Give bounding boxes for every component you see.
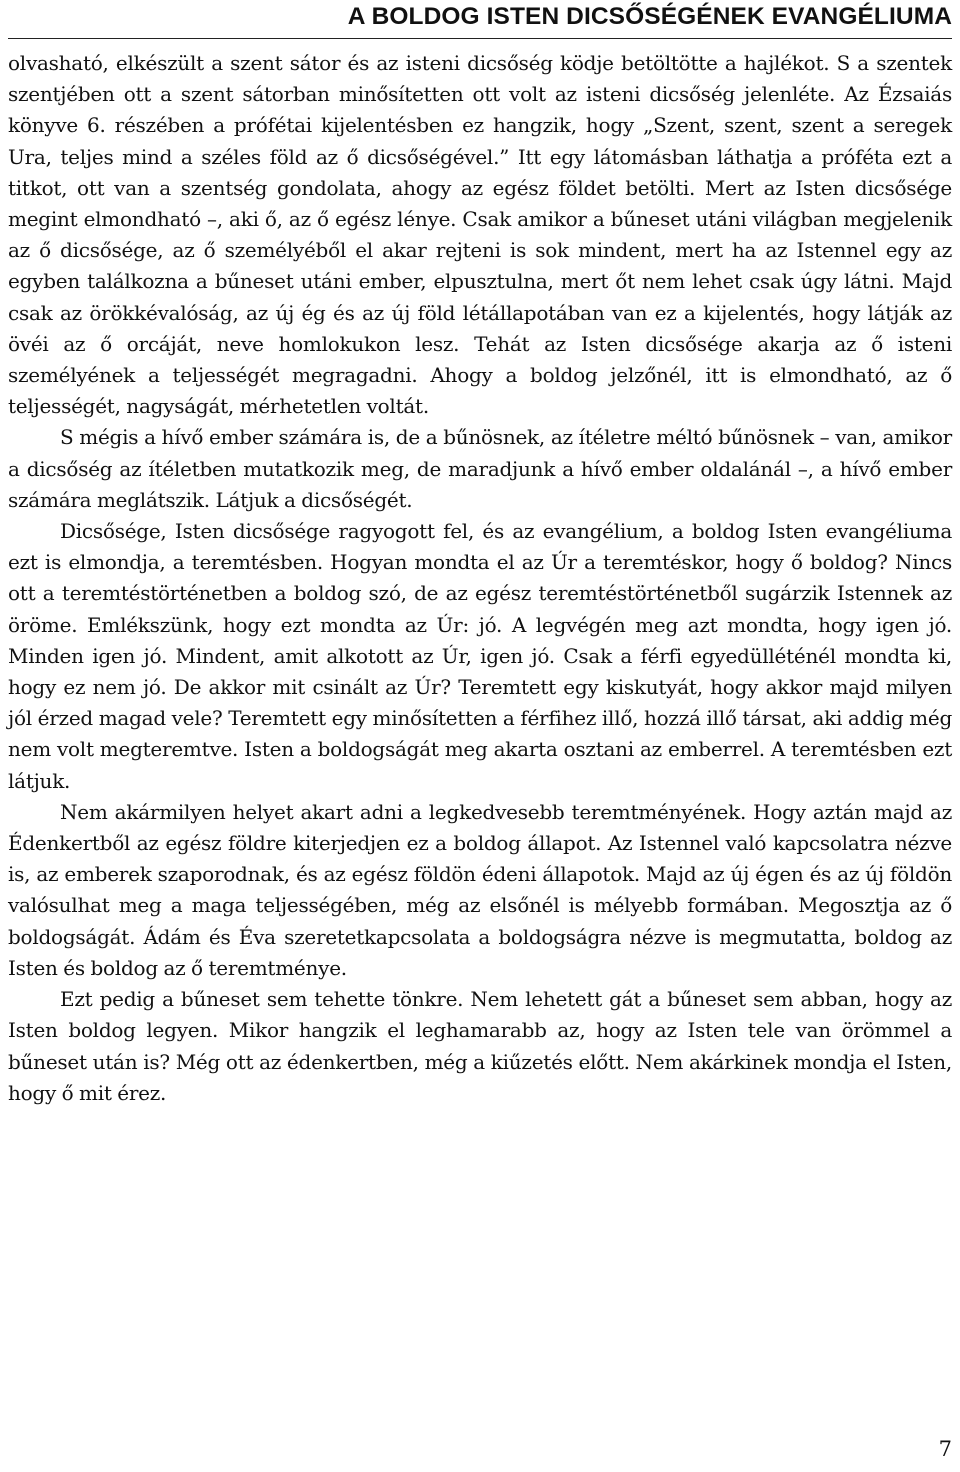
header-divider [8, 38, 952, 39]
running-header: A BOLDOG ISTEN DICSŐSÉGÉNEK EVANGÉLIUMA [347, 3, 952, 30]
paragraph-continuation: olvasható, elkészült a szent sátor és az isteni dicsőség ködje betöltötte a hajlékot. S a szentek szentjében ott a szent sátorban minősítetten ott volt az isteni dicsőség jelenléte. Az Ézsaiás könyve 6. részében a prófétai kijelentésben ez hangzik, hogy „Szent, szent, szent a seregek Ura, teljes mind a széles föld az ő dicsőségével.” Itt egy látomásban láthatja a próféta ezt a titkot, ott van a szentség gondolata, ahogy az egész földet betölti. Mert az Isten dicsősége megint elmondható –, aki ő, az ő egész lénye. Csak amikor a bűneset utáni világban megjelenik az ő dicsősége, az ő személyéből el akar rejteni is sok mindent, mert ha az Istennel egy az egyben találkozna a bűneset utáni ember, elpusztulna, mert őt nem lehet csak úgy látni. Majd csak az örökkévalóság, az új ég és az új föld létállapotában van ez a kijelentés, hogy látják az övéi az ő orcáját, neve homlokukon lesz. Tehát az Isten dicsősége akarja az ő isteni személyének a teljességét megragadni. Ahogy a boldog jelzőnél, itt is elmondható, az ő teljességét, nagyságát, mérhetetlen voltát. [8, 51, 952, 419]
document-page [8, 0, 952, 1472]
paragraph: Ezt pedig a bűneset sem tehette tönkre. Nem lehetett gát a bűneset sem abban, hogy az Isten boldog legyen. Mikor hangzik el leghamarabb az, hogy az Isten tele van örömmel a bűneset után is? Még ott az édenkertben, még a kiűzetés előtt. Nem akárkinek mondja el Isten, hogy ő mit érez. [8, 987, 952, 1105]
paragraph: Dicsősége, Isten dicsősége ragyogott fel, és az evangélium, a boldog Isten evangéliuma ezt is elmondja, a teremtésben. Hogyan mondta el az Úr a teremtéskor, hogy ő boldog? Nincs ott a teremtéstörténetben a boldog szó, de az egész teremtéstörténetből sugárzik Istennek az öröme. Emlékszünk, hogy ezt mondta az Úr: jó. A legvégén meg azt mondta, hogy igen jó. Minden igen jó. Mindent, amit alkotott az Úr, igen jó. Csak a férfi egyedülléténél mondta ki, hogy ez nem jó. De akkor mit csinált az Úr? Teremtett egy kiskutyát, hogy akkor majd milyen jól érzed magad vele? Teremtett egy minősítetten a férfihez illő, hozzá illő társat, aki addig még nem volt megteremtve. Isten a boldogságát meg akarta osztani az emberrel. A teremtésben ezt látjuk. [8, 519, 952, 793]
paragraph: Nem akármilyen helyet akart adni a legkedvesebb teremtményének. Hogy aztán majd az Édenkertből az egész földre kiterjedjen ez a boldog állapot. Az Istennel való kapcsolatra nézve is, az emberek szaporodnak, és az egész földön édeni állapotok. Majd az új égen és az új földön valósulhat meg a maga teljességében, még az elsőnél is mélyebb formában. Megosztja az ő boldogságát. Ádám és Éva szeretetkapcsolata a boldogságra nézve is megmutatta, boldog az Isten és boldog az ő teremtménye. [8, 799, 952, 980]
body-text [8, 48, 952, 1109]
paragraph: S mégis a hívő ember számára is, de a bűnösnek, az ítéletre méltó bűnösnek – van, amikor a dicsőség az ítéletben mutatkozik meg, de maradjunk a hívő ember oldalánál –, a hívő ember számára meglátszik. Látjuk a dicsőségét. [8, 425, 952, 512]
page-number: 7 [938, 1437, 952, 1461]
